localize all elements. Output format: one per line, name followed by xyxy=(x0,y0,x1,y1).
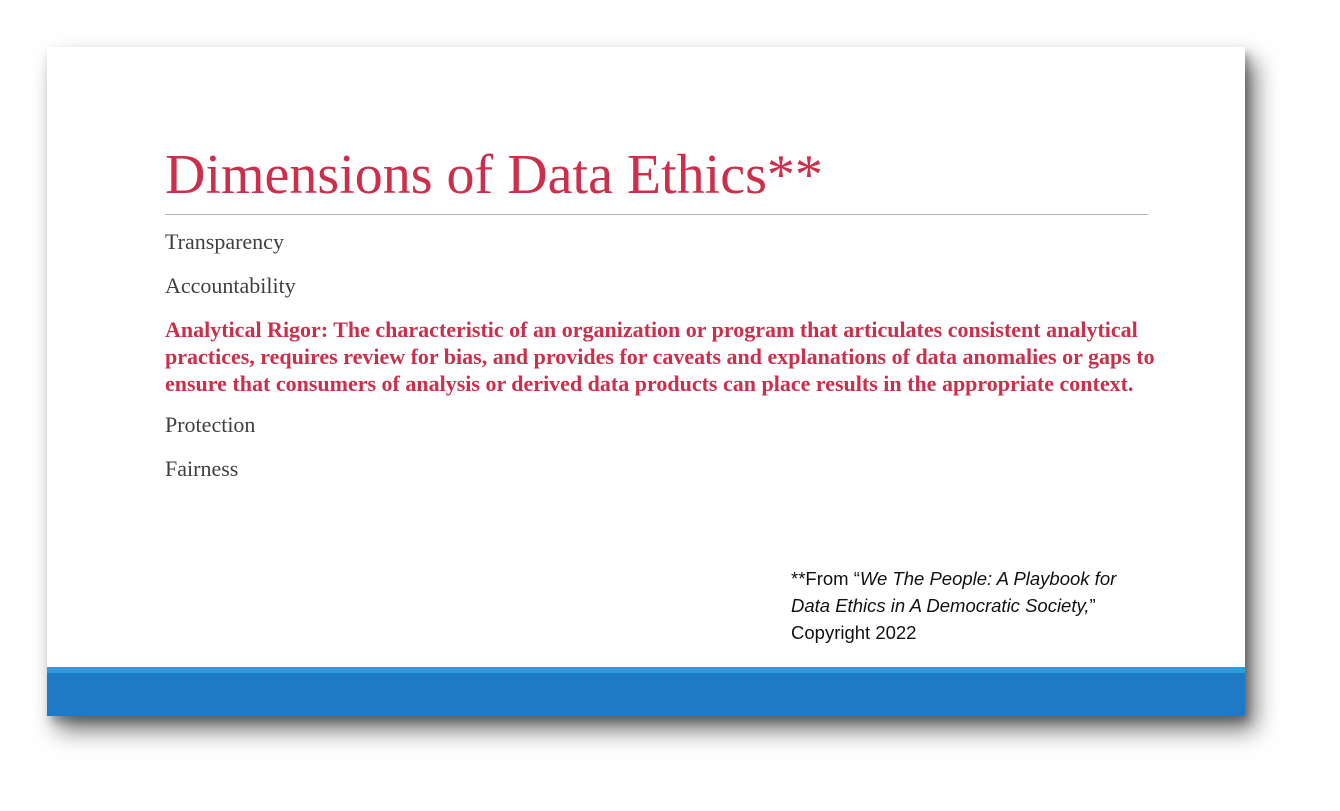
source-citation xyxy=(791,565,1151,646)
citation-title: We The People: A Playbook for Data Ethics in A Democratic Society, xyxy=(791,568,1117,616)
dimension-item-accountability: Accountability xyxy=(165,273,296,298)
dimension-item-analytical-rigor: Analytical Rigor: The characteristic of an organization or program that articulates consistent analytical practices, requires review for bias, and provides for caveats and explanations of data anomalies or gaps to ensure that consumers of analysis or derived data products can place results in the appropriate context. xyxy=(165,317,1155,396)
presentation-slide xyxy=(47,47,1245,716)
title-divider xyxy=(165,214,1148,215)
slide-title: Dimensions of Data Ethics** xyxy=(165,144,823,206)
citation-suffix: ” Copyright 2022 xyxy=(791,595,1096,643)
footer-band xyxy=(47,673,1245,716)
dimension-item-fairness: Fairness xyxy=(165,456,239,481)
dimension-list xyxy=(165,228,1155,499)
dimension-item-protection: Protection xyxy=(165,412,256,437)
dimension-item-transparency: Transparency xyxy=(165,229,284,254)
citation-prefix: **From “ xyxy=(791,568,860,589)
